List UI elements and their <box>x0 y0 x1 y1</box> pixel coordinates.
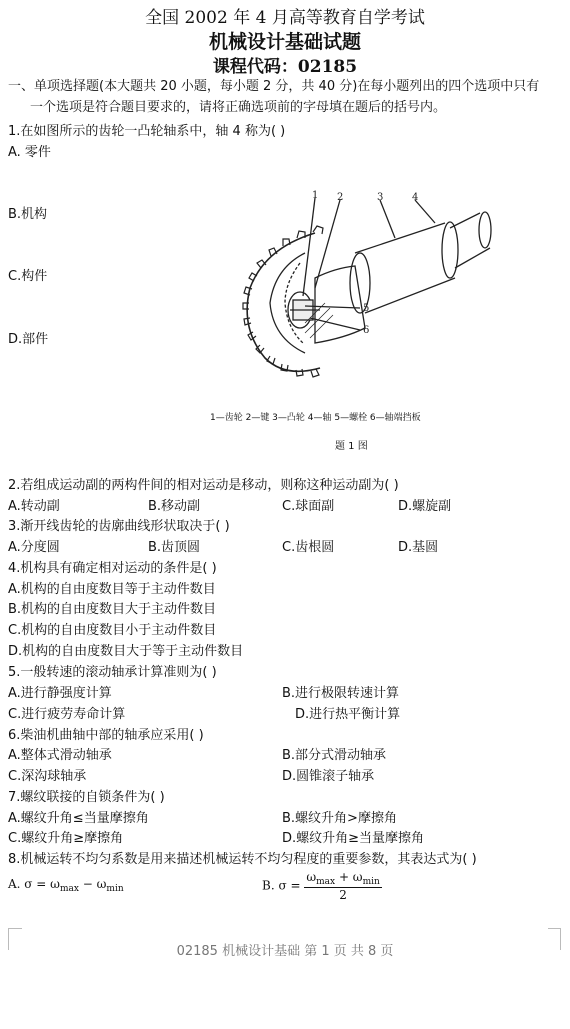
question-3-option-d: D.基圆 <box>398 540 439 555</box>
figure-caption: 题 1 图 <box>335 441 368 452</box>
page-corner-mark-right-h <box>548 928 561 929</box>
question-1-stem: 1.在如图所示的齿轮一凸轮轴系中，轴 4 称为( ) <box>8 124 286 139</box>
question-7-option-a: A.螺纹升角≤当量摩擦角 <box>8 811 149 826</box>
figure-legend: 1—齿轮 2—键 3—凸轮 4—轴 5—螺栓 6—轴端挡板 <box>210 413 421 423</box>
question-4-option-c: C.机构的自由度数目小于主动件数目 <box>8 623 217 638</box>
formula-fraction: $\frac{\omega_{max} + \omega_{min}}{2}$ <box>306 870 380 902</box>
question-4-stem: 4.机构具有确定相对运动的条件是( ) <box>8 561 217 576</box>
page-footer: 02185 机械设计基础 第 1 页 共 8 页 <box>176 944 394 959</box>
figure-label-6: 6 <box>363 325 370 336</box>
question-3-option-c: C.齿根圆 <box>282 540 335 555</box>
figure-label-1: 1 <box>312 190 319 201</box>
figure-label-5: 5 <box>363 303 370 314</box>
question-1-option-a: A. 零件 <box>8 145 51 160</box>
question-1-option-d: D.部件 <box>8 332 49 347</box>
question-6-option-b: B.部分式滑动轴承 <box>282 748 387 763</box>
question-5-option-b: B.进行极限转速计算 <box>282 686 400 701</box>
question-2-option-b: B.移动副 <box>148 499 201 514</box>
question-6-option-a: A.整体式滑动轴承 <box>8 748 112 763</box>
exam-subject-title: 机械设计基础试题 <box>208 31 361 53</box>
question-7-option-b: B.螺纹升角>摩擦角 <box>282 811 397 826</box>
question-5-option-d: D.进行热平衡计算 <box>295 707 401 722</box>
question-3-stem: 3.渐开线齿轮的齿廓曲线形状取决于( ) <box>8 519 230 534</box>
question-5-option-a: A.进行静强度计算 <box>8 686 112 701</box>
course-code: 课程代码：02185 <box>212 57 358 77</box>
question-6-option-d: D.圆锥滚子轴承 <box>282 769 375 784</box>
question-8-option-b: B. σ = $\frac{\omega_{max} + \omega_{min}}{2}$ <box>262 870 380 902</box>
section-instructions-line1: 一、单项选择题(本大题共 20 小题，每小题 2 分，共 40 分)在每小题列出的四个选项中只有 <box>8 79 540 94</box>
page-corner-mark-left-h <box>8 928 22 929</box>
question-1-option-c: C.构件 <box>8 269 48 284</box>
question-4-option-d: D.机构的自由度数目大于等于主动件数目 <box>8 644 244 659</box>
question-5-option-c: C.进行疲劳寿命计算 <box>8 707 126 722</box>
question-6-stem: 6.柴油机曲轴中部的轴承应采用( ) <box>8 728 204 743</box>
question-4-option-b: B.机构的自由度数目大于主动件数目 <box>8 602 217 617</box>
question-7-stem: 7.螺纹联接的自锁条件为( ) <box>8 790 165 805</box>
question-2-option-d: D.螺旋副 <box>398 499 452 514</box>
question-3-option-b: B.齿顶圆 <box>148 540 201 555</box>
question-6-option-c: C.深沟球轴承 <box>8 769 87 784</box>
question-8-stem: 8.机械运转不均匀系数是用来描述机械运转不均匀程度的重要参数，其表达式为( ) <box>8 852 477 867</box>
section-instructions-line2: 一个选项是符合题目要求的，请将正确选项前的字母填在题后的括号内。 <box>30 100 447 115</box>
question-4-option-a: A.机构的自由度数目等于主动件数目 <box>8 582 216 597</box>
question-1-option-b: B.机构 <box>8 207 48 222</box>
question-7-option-d: D.螺纹升角≥当量摩擦角 <box>282 831 425 846</box>
question-2-stem: 2.若组成运动副的两构件间的相对运动是移动，则称这种运动副为( ) <box>8 478 399 493</box>
question-2-option-c: C.球面副 <box>282 499 335 514</box>
question-5-stem: 5.一般转速的滚动轴承计算准则为( ) <box>8 665 217 680</box>
question-8-option-a: A. $\sigma = \omega_{max} - \omega_{min}$ <box>8 877 124 894</box>
exam-session-title: 全国 2002 年 4 月高等教育自学考试 <box>145 8 425 28</box>
question-3-option-a: A.分度圆 <box>8 540 60 555</box>
figure-label-3: 3 <box>377 192 384 203</box>
figure-label-4: 4 <box>412 192 419 203</box>
figure-label-2: 2 <box>337 192 344 203</box>
question-7-option-c: C.螺纹升角≥摩擦角 <box>8 831 124 846</box>
question-2-option-a: A.转动副 <box>8 499 60 514</box>
